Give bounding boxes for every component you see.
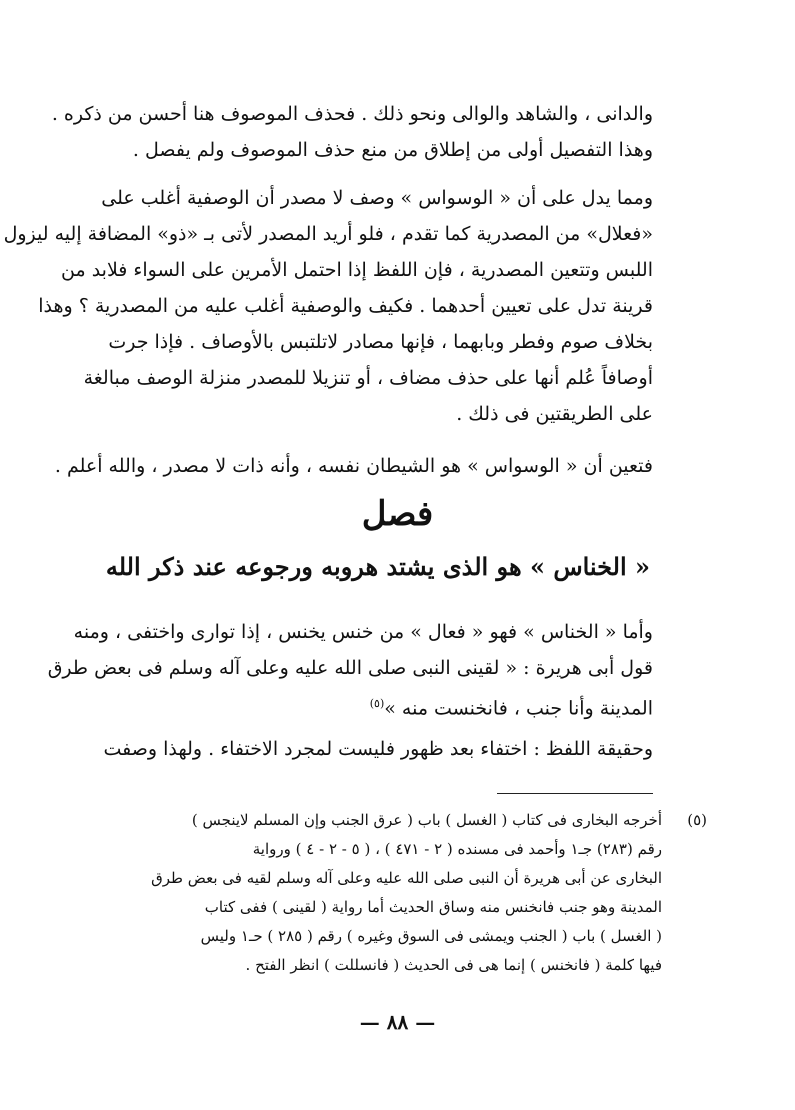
- section-marker: [0, 494, 795, 534]
- footnote-line: أخرجه البخارى فى كتاب ( الغسل ) باب ( عرق الجنب وإن المسلم لاينجس ): [191, 811, 662, 829]
- footnote-line: البخارى عن أبى هريرة أن النبى صلى الله عليه وعلى آله وسلم لقيه فى بعض طرق: [151, 869, 662, 887]
- text-line: [148, 686, 653, 726]
- footnote-divider: [497, 793, 653, 794]
- text-line: بخلاف صوم وفطر وبابهما ، فإنها مصادر لاتلتبس بالأوصاف . فإذا جرت: [108, 331, 653, 353]
- text-line: وأما « الخناس » فهو « فعال » من خنس يخنس ، إذا توارى واختفى ، ومنه: [73, 621, 653, 643]
- paragraph-3: [54, 448, 653, 484]
- text-line: قرينة تدل على تعيين أحدهما . فكيف والوصفية أغلب عليه من المصدرية ؟ وهذا: [38, 295, 653, 317]
- paragraph-2: [3, 180, 653, 432]
- page-number: — ٨٨ —: [359, 1010, 436, 1034]
- footnote-line: المدينة وهو جنب فانخنس منه وساق الحديث أما رواية ( لقينى ) ففى كتاب: [204, 898, 662, 916]
- text-line: وحقيقة اللفظ : اختفاء بعد ظهور فليست لمجرد الاختفاء . ولهذا وصفت: [103, 738, 653, 760]
- footnote-number: (٥): [687, 811, 707, 829]
- text-line: قول أبى هريرة : « لقينى النبى صلى الله عليه وعلى آله وسلم فى بعض طرق: [47, 657, 653, 679]
- text-line: والدانى ، والشاهد والوالى ونحو ذلك . فحذف الموصوف هنا أحسن من ذكره .: [51, 103, 653, 125]
- text-line: «فعلال» من المصدرية كما تقدم ، فلو أريد المصدر لأتى بـ «ذو» المضافة إليه ليزول: [3, 223, 653, 245]
- paragraph-5: [103, 731, 653, 767]
- footnote-line: فيها كلمة ( فانخنس ) إنما هى فى الحديث ( فانسللت ) انظر الفتح .: [245, 956, 662, 974]
- footnote-line: رقم (٢٨٣) جـ١ وأحمد فى مسنده ( ٢ - ٤٧١ ) ، ( ٥ - ٢ - ٤ ) ورواية: [252, 840, 662, 858]
- text-line: فتعين أن « الوسواس » هو الشيطان نفسه ، وأنه ذات لا مصدر ، والله أعلم .: [54, 455, 653, 477]
- section-marker-text: فصل: [361, 494, 434, 534]
- footnote-line: ( الغسل ) باب ( الجنب ويمشى فى السوق وغيره ) رقم ( ٢٨٥ ) حـ١ وليس: [200, 927, 662, 945]
- text-line: أوصافاً عُلم أنها على حذف مضاف ، أو تنزيلا للمصدر منزلة الوصف مبالغة: [83, 367, 653, 389]
- text-line: على الطريقتين فى ذلك .: [456, 403, 653, 425]
- text-line: وهذا التفصيل أولى من إطلاق من منع حذف الموصوف ولم يفصل .: [132, 139, 653, 161]
- paragraph-1: [51, 96, 653, 168]
- paragraph-4: [47, 614, 653, 726]
- footnote-reference: (٥): [369, 697, 385, 710]
- text-line: ومما يدل على أن « الوسواس » وصف لا مصدر أن الوصفية أغلب على: [101, 187, 653, 209]
- footnote: [152, 806, 707, 980]
- text-line-content: المدينة وأنا جنب ، فانخنست منه »: [384, 697, 653, 720]
- text-line: اللبس وتتعين المصدرية ، فإن اللفظ إذا احتمل الأمرين على السواء فلابد من: [61, 259, 653, 281]
- section-heading: « الخناس » هو الذى يشتد هروبه ورجوعه عند ذكر الله: [105, 552, 650, 581]
